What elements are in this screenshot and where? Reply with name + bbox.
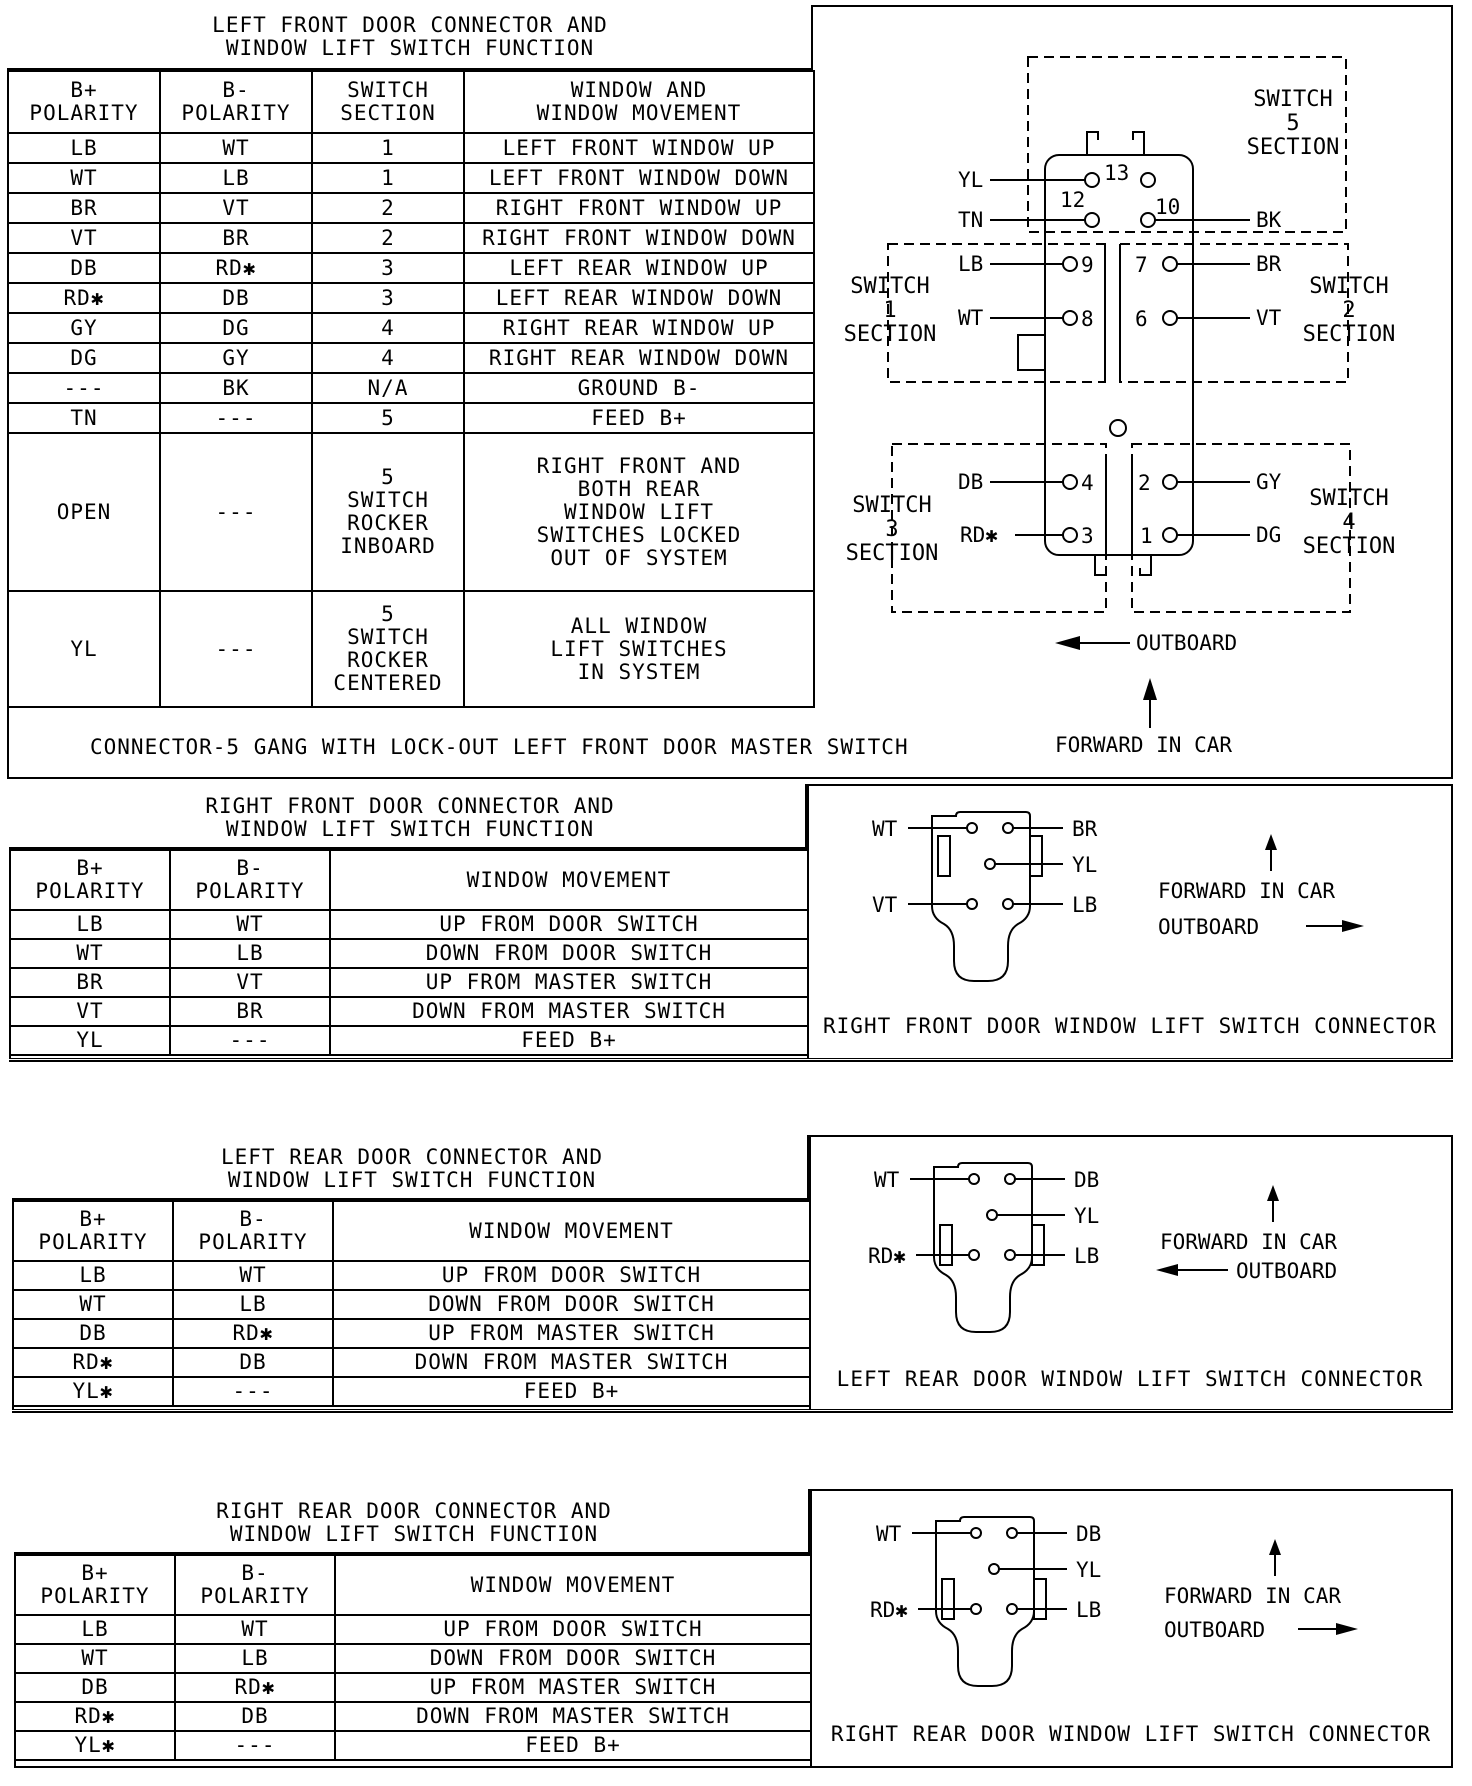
wire-tr-label: BR	[1072, 817, 1098, 841]
cell: 5 SWITCH ROCKER CENTERED	[312, 591, 464, 707]
table-row	[8, 253, 814, 283]
cell: UP FROM MASTER SWITCH	[330, 968, 808, 997]
wire-tr-label: DB	[1076, 1522, 1102, 1546]
pin-9	[1063, 257, 1077, 271]
cell: WT	[13, 1290, 173, 1319]
cell: DB	[160, 283, 312, 313]
table-row	[8, 591, 814, 707]
pin-3-label: 3	[1081, 524, 1094, 548]
left-rear-table-title: LEFT REAR DOOR CONNECTOR AND WINDOW LIFT SWITCH FUNCTION	[220, 1145, 603, 1192]
cell: LB	[15, 1615, 175, 1644]
pin-6	[1163, 311, 1177, 325]
wire-tl-label: WT	[876, 1522, 902, 1546]
cell: GROUND B-	[464, 373, 814, 403]
table-row	[8, 403, 814, 433]
pin-10	[1141, 213, 1155, 227]
cell: RIGHT FRONT WINDOW UP	[464, 193, 814, 223]
pin-2	[1163, 475, 1177, 489]
outboard-label: OUTBOARD	[1164, 1618, 1266, 1642]
switch-1-label: SWITCH 1 SECTION	[843, 274, 937, 347]
col-header-window-movement: WINDOW AND WINDOW MOVEMENT	[464, 71, 814, 133]
cell: 2	[312, 223, 464, 253]
table-row	[13, 1348, 810, 1377]
cell: DB	[173, 1348, 333, 1377]
cell: ALL WINDOW LIFT SWITCHES IN SYSTEM	[464, 591, 814, 707]
cell: 5	[312, 403, 464, 433]
forward-in-car-label: FORWARD IN CAR	[1055, 733, 1233, 757]
table-row	[13, 1290, 810, 1319]
cell: LEFT FRONT WINDOW DOWN	[464, 163, 814, 193]
cell: UP FROM DOOR SWITCH	[330, 910, 808, 939]
table-row	[8, 433, 814, 591]
wire-yl-label: YL	[958, 168, 984, 192]
col-header-b-plus: B+ POLARITY	[13, 1201, 173, 1261]
cell: YL✱	[13, 1377, 173, 1406]
cell: OPEN	[8, 433, 160, 591]
cell: DB	[13, 1319, 173, 1348]
wire-rd-label: RD✱	[960, 523, 998, 547]
table-row	[8, 373, 814, 403]
col-header-b-minus: B- POLARITY	[160, 71, 312, 133]
wire-br-label: LB	[1074, 1244, 1100, 1268]
cell: VT	[160, 193, 312, 223]
cell: BR	[8, 193, 160, 223]
cell: RIGHT REAR WINDOW UP	[464, 313, 814, 343]
wire-gy-label: GY	[1256, 470, 1282, 494]
wire-br-label: LB	[1072, 893, 1098, 917]
table-row	[10, 997, 808, 1026]
pin-13	[1085, 173, 1099, 187]
right-rear-table	[14, 1554, 812, 1761]
wire-db-label: DB	[958, 470, 984, 494]
cell: LB	[160, 163, 312, 193]
outboard-label: OUTBOARD	[1136, 631, 1238, 655]
table-row	[15, 1673, 811, 1702]
cell: BR	[10, 968, 170, 997]
forward-arrow-icon	[1143, 678, 1157, 700]
wire-tl-label: WT	[872, 817, 898, 841]
pin-2-label: 2	[1138, 471, 1151, 495]
cell: 1	[312, 133, 464, 163]
table-row	[10, 1026, 808, 1055]
col-header-window-movement: WINDOW MOVEMENT	[333, 1201, 810, 1261]
cell: LB	[8, 133, 160, 163]
cell: YL✱	[15, 1731, 175, 1760]
col-header-b-plus: B+ POLARITY	[15, 1555, 175, 1615]
cell: RIGHT FRONT WINDOW DOWN	[464, 223, 814, 253]
cell: RD✱	[13, 1348, 173, 1377]
cell: 3	[312, 283, 464, 313]
switch-5-label: SWITCH 5 SECTION	[1246, 87, 1340, 160]
wire-bl-label: VT	[872, 893, 898, 917]
col-header-b-minus: B- POLARITY	[170, 850, 330, 910]
forward-in-car-label: FORWARD IN CAR	[1158, 879, 1336, 903]
cell: VT	[170, 968, 330, 997]
table-row	[15, 1615, 811, 1644]
cell: ---	[8, 373, 160, 403]
cell: FEED B+	[330, 1026, 808, 1055]
cell: ---	[175, 1731, 335, 1760]
cell: RD✱	[160, 253, 312, 283]
master-switch-connector-diagram	[820, 45, 1440, 775]
cell: WT	[170, 910, 330, 939]
table-row	[10, 910, 808, 939]
cell: WT	[15, 1644, 175, 1673]
cell: 2	[312, 193, 464, 223]
cell: LB	[175, 1644, 335, 1673]
switch-3-label: SWITCH 3 SECTION	[845, 493, 939, 566]
cell: DOWN FROM MASTER SWITCH	[333, 1348, 810, 1377]
wire-bl-label: RD✱	[868, 1244, 906, 1268]
cell: FEED B+	[333, 1377, 810, 1406]
pin-10-label: 10	[1155, 195, 1181, 219]
table-row	[8, 343, 814, 373]
pin-7-label: 7	[1135, 253, 1148, 277]
cell: DOWN FROM DOOR SWITCH	[330, 939, 808, 968]
wire-lb-label: LB	[958, 252, 984, 276]
cell: VT	[10, 997, 170, 1026]
wire-br-label: LB	[1076, 1598, 1102, 1622]
cell: DOWN FROM DOOR SWITCH	[335, 1644, 811, 1673]
left-rear-table	[12, 1200, 811, 1407]
cell: WT	[173, 1261, 333, 1290]
table-row	[10, 939, 808, 968]
cell: 1	[312, 163, 464, 193]
cell: FEED B+	[464, 403, 814, 433]
table-row	[8, 133, 814, 163]
pin-1	[1163, 528, 1177, 542]
wire-tn-label: TN	[958, 208, 984, 232]
cell: WT	[10, 939, 170, 968]
col-header-window-movement: WINDOW MOVEMENT	[335, 1555, 811, 1615]
cell: LB	[13, 1261, 173, 1290]
pin-4	[1063, 475, 1077, 489]
switch-4-section-box	[1132, 444, 1350, 612]
wire-vt-label: VT	[1256, 306, 1282, 330]
switch-4-label: SWITCH 4 SECTION	[1302, 486, 1396, 559]
table-row	[15, 1731, 811, 1760]
right-front-caption: RIGHT FRONT DOOR WINDOW LIFT SWITCH CONNECTOR	[823, 1014, 1437, 1038]
right-front-bottom-rule	[9, 1058, 1453, 1060]
left-rear-caption: LEFT REAR DOOR WINDOW LIFT SWITCH CONNECTOR	[836, 1367, 1424, 1391]
outboard-arrow-icon	[1055, 636, 1080, 650]
outboard-label: OUTBOARD	[1158, 915, 1260, 939]
cell: GY	[160, 343, 312, 373]
pin-13-label: 13	[1104, 161, 1130, 185]
cell: LB	[10, 910, 170, 939]
pin-7	[1163, 257, 1177, 271]
table-row	[8, 223, 814, 253]
cell: 4	[312, 313, 464, 343]
pin-8	[1063, 311, 1077, 325]
cell: ---	[160, 433, 312, 591]
cell: TN	[8, 403, 160, 433]
cell: DB	[8, 253, 160, 283]
cell: BR	[170, 997, 330, 1026]
table-row	[10, 968, 808, 997]
cell: YL	[8, 591, 160, 707]
wire-tr-label: DB	[1074, 1168, 1100, 1192]
col-header-b-plus: B+ POLARITY	[8, 71, 160, 133]
cell: DG	[8, 343, 160, 373]
col-header-b-minus: B- POLARITY	[173, 1201, 333, 1261]
cell: DB	[175, 1702, 335, 1731]
left-front-caption: CONNECTOR-5 GANG WITH LOCK-OUT LEFT FRONT DOOR MASTER SWITCH	[90, 735, 909, 759]
outboard-label: OUTBOARD	[1236, 1259, 1338, 1283]
left-rear-bottom-rule	[12, 1409, 1453, 1411]
cell: GY	[8, 313, 160, 343]
wire-br-label: BR	[1256, 252, 1282, 276]
cell: RD✱	[175, 1673, 335, 1702]
cell: ---	[170, 1026, 330, 1055]
cell: N/A	[312, 373, 464, 403]
cell: BK	[160, 373, 312, 403]
col-header-b-minus: B- POLARITY	[175, 1555, 335, 1615]
cell: DG	[160, 313, 312, 343]
cell: 4	[312, 343, 464, 373]
pin-9-label: 9	[1081, 253, 1094, 277]
cell: UP FROM MASTER SWITCH	[333, 1319, 810, 1348]
cell: RIGHT FRONT AND BOTH REAR WINDOW LIFT SWITCHES LOCKED OUT OF SYSTEM	[464, 433, 814, 591]
keying-hole	[1110, 420, 1126, 436]
cell: VT	[8, 223, 160, 253]
cell: ---	[160, 403, 312, 433]
cell: DB	[15, 1673, 175, 1702]
table-row	[8, 163, 814, 193]
cell: RD✱	[8, 283, 160, 313]
pin-12-label: 12	[1060, 188, 1086, 212]
cell: ---	[173, 1377, 333, 1406]
table-row	[8, 193, 814, 223]
forward-in-car-label: FORWARD IN CAR	[1160, 1230, 1338, 1254]
cell: LB	[173, 1290, 333, 1319]
pin-8-label: 8	[1081, 307, 1094, 331]
table-row	[13, 1377, 810, 1406]
col-header-b-plus: B+ POLARITY	[10, 850, 170, 910]
wire-mr-label: YL	[1074, 1204, 1100, 1228]
cell: RD✱	[173, 1319, 333, 1348]
table-row	[8, 313, 814, 343]
right-rear-table-title: RIGHT REAR DOOR CONNECTOR AND WINDOW LIFT SWITCH FUNCTION	[216, 1499, 612, 1546]
pin-4-label: 4	[1081, 471, 1094, 495]
left-front-table-title: LEFT FRONT DOOR CONNECTOR AND WINDOW LIFT SWITCH FUNCTION	[212, 13, 608, 60]
wire-bl-label: RD✱	[870, 1598, 908, 1622]
cell: DOWN FROM MASTER SWITCH	[335, 1702, 811, 1731]
right-front-table	[9, 849, 809, 1056]
wire-tl-label: WT	[874, 1168, 900, 1192]
pin-6-label: 6	[1135, 307, 1148, 331]
wire-mr-label: YL	[1076, 1558, 1102, 1582]
table-row	[13, 1261, 810, 1290]
cell: WT	[160, 133, 312, 163]
pin-1-label: 1	[1140, 524, 1153, 548]
cell: LB	[170, 939, 330, 968]
cell: UP FROM MASTER SWITCH	[335, 1673, 811, 1702]
wire-bk-label: BK	[1256, 208, 1282, 232]
cell: LEFT REAR WINDOW DOWN	[464, 283, 814, 313]
forward-in-car-label: FORWARD IN CAR	[1164, 1584, 1342, 1608]
pin-12	[1085, 213, 1099, 227]
cell: WT	[8, 163, 160, 193]
cell: 3	[312, 253, 464, 283]
col-header-window-movement: WINDOW MOVEMENT	[330, 850, 808, 910]
wire-wt-label: WT	[958, 306, 984, 330]
cell: YL	[10, 1026, 170, 1055]
right-front-table-title: RIGHT FRONT DOOR CONNECTOR AND WINDOW LIFT SWITCH FUNCTION	[205, 794, 615, 841]
pin-13b	[1141, 173, 1155, 187]
left-front-table	[7, 70, 815, 708]
cell: 5 SWITCH ROCKER INBOARD	[312, 433, 464, 591]
pin-3	[1063, 528, 1077, 542]
cell: FEED B+	[335, 1731, 811, 1760]
cell: DOWN FROM MASTER SWITCH	[330, 997, 808, 1026]
cell: DOWN FROM DOOR SWITCH	[333, 1290, 810, 1319]
wire-mr-label: YL	[1072, 853, 1098, 877]
cell: LEFT FRONT WINDOW UP	[464, 133, 814, 163]
table-row	[8, 283, 814, 313]
cell: BR	[160, 223, 312, 253]
cell: RD✱	[15, 1702, 175, 1731]
cell: RIGHT REAR WINDOW DOWN	[464, 343, 814, 373]
table-row	[15, 1702, 811, 1731]
cell: WT	[175, 1615, 335, 1644]
table-row	[13, 1319, 810, 1348]
switch-2-label: SWITCH 2 SECTION	[1302, 274, 1396, 347]
wire-dg-label: DG	[1256, 523, 1282, 547]
col-header-switch-section: SWITCH SECTION	[312, 71, 464, 133]
switch-3-section-box	[892, 444, 1106, 612]
right-rear-caption: RIGHT REAR DOOR WINDOW LIFT SWITCH CONNECTOR	[830, 1722, 1432, 1746]
cell: UP FROM DOOR SWITCH	[335, 1615, 811, 1644]
table-row	[15, 1644, 811, 1673]
cell: LEFT REAR WINDOW UP	[464, 253, 814, 283]
cell: ---	[160, 591, 312, 707]
cell: UP FROM DOOR SWITCH	[333, 1261, 810, 1290]
